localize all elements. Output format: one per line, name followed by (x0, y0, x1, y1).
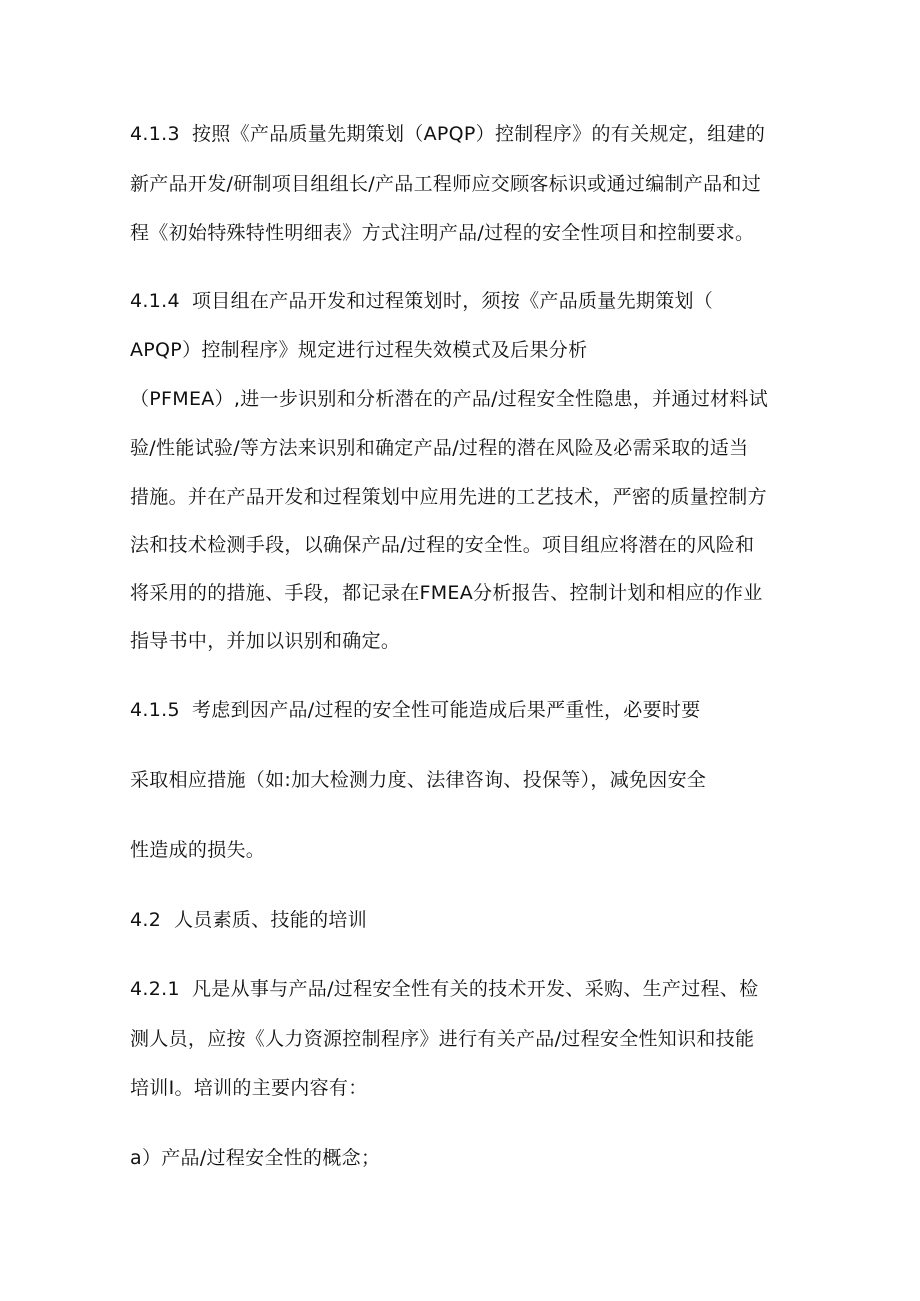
paragraph-text: 凡是从事与产品/过程安全性有关的技术开发、采购、生产过程、检 (192, 978, 759, 1000)
section-heading-4-2 (130, 907, 367, 933)
paragraph-4-1-4-line-1 (130, 288, 713, 314)
section-number-4-1-3: 4.1.3 (130, 123, 180, 145)
paragraph-4-1-5-line-3: 性造成的损失。 (130, 839, 266, 861)
paragraph-4-1-4-line-7: 将采用的的措施、手段，都记录在FMEA分析报告、控制计划和相应的作业 (130, 582, 763, 604)
paragraph-4-1-3-line-2: 新产品开发/研制项目组组长/产品工程师应交顾客标识或通过编制产品和过 (130, 173, 762, 195)
paragraph-4-1-5-line-1 (130, 697, 701, 723)
list-item-a: a）产品/过程安全性的概念； (130, 1147, 381, 1169)
paragraph-4-1-4-line-2: APQP）控制程序》规定进行过程失效模式及后果分析 (130, 339, 588, 361)
paragraph-4-1-3-line-3: 程《初始特殊特性明细表》方式注明产品/过程的安全性项目和控制要求。 (130, 222, 755, 244)
paragraph-text: 按照《产品质量先期策划（APQP）控制程序》的有关规定，组建的 (192, 123, 766, 145)
paragraph-4-2-1-line-3: 培训I。培训的主要内容有： (130, 1077, 368, 1099)
paragraph-4-1-4-line-6: 法和技术检测手段，以确保产品/过程的安全性。项目组应将潜在的风险和 (130, 534, 755, 556)
paragraph-4-2-1-line-2: 测人员，应按《人力资源控制程序》进行有关产品/过程安全性知识和技能 (130, 1028, 755, 1050)
paragraph-4-1-4-line-8: 指导书中，并加以识别和确定。 (130, 630, 401, 652)
section-title: 人员素质、技能的培训 (174, 909, 368, 931)
paragraph-4-1-3-line-1 (130, 121, 765, 147)
paragraph-4-1-5-line-2: 采取相应措施（如:加大检测力度、法律咨询、投保等），减免因安全 (130, 769, 707, 791)
section-number-4-2: 4.2 (130, 909, 162, 931)
paragraph-4-2-1-line-1 (130, 976, 758, 1002)
paragraph-4-1-4-line-4: 验/性能试验/等方法来识别和确定产品/过程的潜在风险及必需采取的适当 (130, 437, 749, 459)
paragraph-text: 项目组在产品开发和过程策划时，须按《产品质量先期策划（ (192, 290, 714, 312)
section-number-4-1-5: 4.1.5 (130, 699, 180, 721)
section-number-4-2-1: 4.2.1 (130, 978, 180, 1000)
paragraph-text: 考虑到因产品/过程的安全性可能造成后果严重性，必要时要 (192, 699, 701, 721)
paragraph-4-1-4-line-5: 措施。并在产品开发和过程策划中应用先进的工艺技术，严密的质量控制方 (130, 486, 767, 508)
section-number-4-1-4: 4.1.4 (130, 290, 180, 312)
paragraph-4-1-4-line-3: （PFMEA）,进一步识别和分析潜在的产品/过程安全性隐患，并通过材料试 (130, 388, 769, 410)
